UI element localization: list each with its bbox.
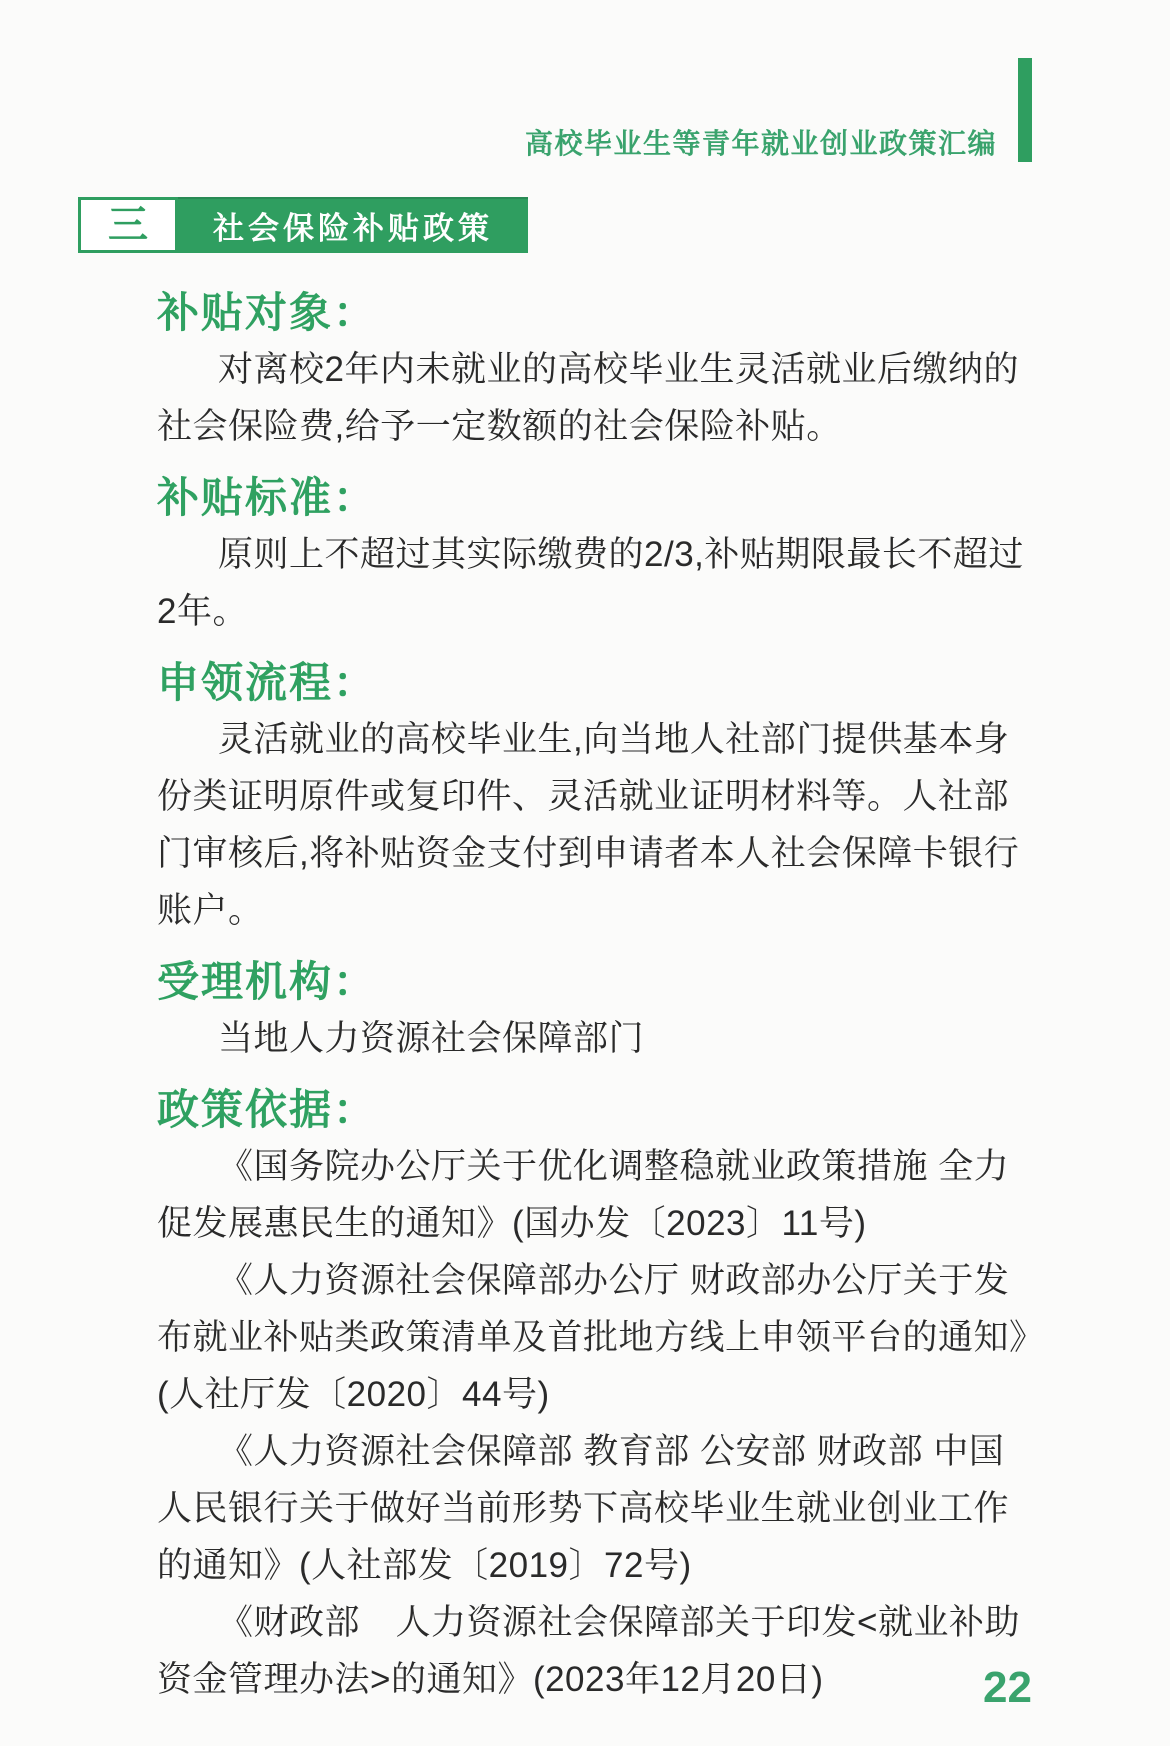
paragraph-policy-basis-3: 《人力资源社会保障部 教育部 公安部 财政部 中国人民银行关于做好当前形势下高校毕业生就业创业工作的通知》(人社部发〔2019〕72号) — [157, 1432, 1010, 1585]
content-area — [157, 284, 1037, 1712]
section-heading-subsidy-standard: 补贴标准： — [157, 474, 378, 521]
section-heading-application-process: 申领流程： — [157, 659, 378, 706]
header-accent-bar — [1018, 58, 1032, 162]
section-banner — [78, 197, 528, 253]
paragraph-application-process: 灵活就业的高校毕业生,向当地人社部门提供基本身份类证明原件或复印件、灵活就业证明材料等。人社部门审核后,将补贴资金支付到申请者本人社会保障卡银行账户。 — [157, 720, 1020, 930]
page-number: 22 — [983, 1663, 1032, 1712]
section-number-box: 三 — [78, 197, 178, 253]
paragraph-accepting-agency: 当地人力资源社会保障部门 — [218, 1019, 645, 1058]
section-heading-policy-basis: 政策依据： — [157, 1086, 378, 1133]
section-heading-accepting-agency: 受理机构： — [157, 958, 378, 1005]
paragraph-subsidy-target: 对离校2年内未就业的高校毕业生灵活就业后缴纳的社会保险费,给予一定数额的社会保险补贴。 — [157, 350, 1019, 446]
section-heading-subsidy-target: 补贴对象： — [157, 289, 378, 336]
paragraph-policy-basis-2: 《人力资源社会保障部办公厅 财政部办公厅关于发布就业补贴类政策清单及首批地方线上申领平台的通知》(人社厅发〔2020〕44号) — [157, 1261, 1028, 1414]
paragraph-policy-basis-1: 《国务院办公厅关于优化调整稳就业政策措施 全力促发展惠民生的通知》(国办发〔2023〕11号) — [157, 1147, 1010, 1243]
section-title-banner: 社会保险补贴政策 — [178, 197, 528, 253]
paragraph-subsidy-standard: 原则上不超过其实际缴费的2/3,补贴期限最长不超过2年。 — [157, 535, 1024, 631]
paragraph-policy-basis-4: 《财政部 人力资源社会保障部关于印发<就业补助资金管理办法>的通知》(2023年12月20日) — [157, 1603, 1020, 1699]
booklet-title: 高校毕业生等青年就业创业政策汇编 — [524, 128, 997, 159]
